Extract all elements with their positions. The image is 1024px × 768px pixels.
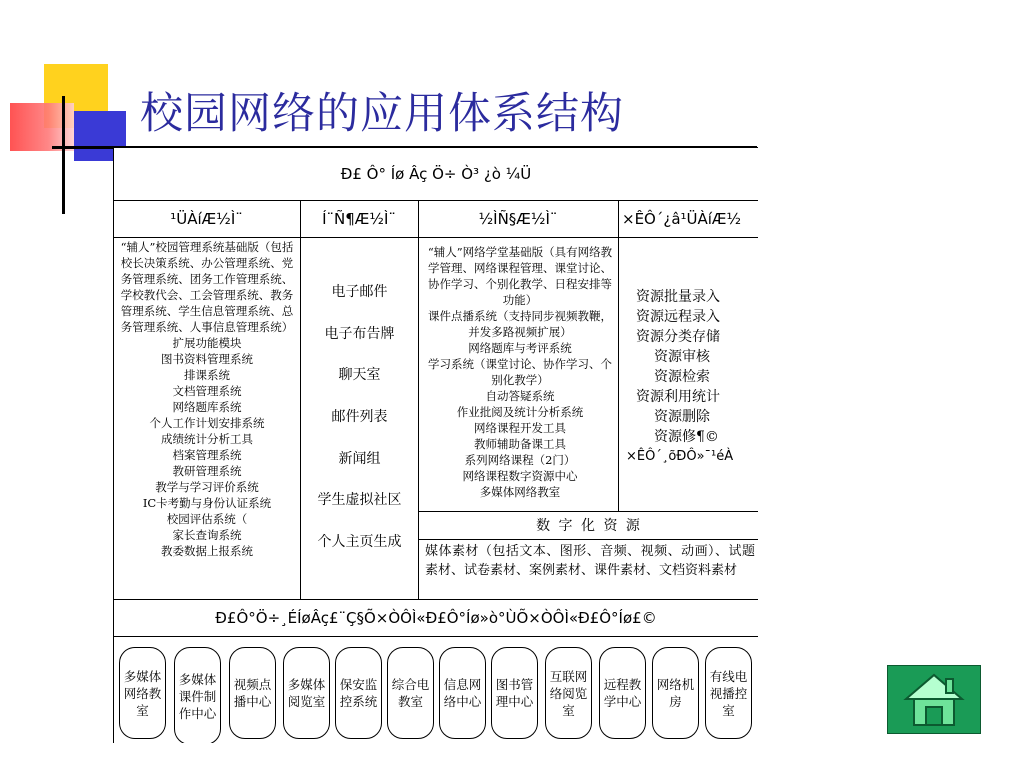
column-header-communication: Í¨Ñ¶Æ½Ì¨ bbox=[322, 210, 396, 228]
divider bbox=[418, 200, 419, 238]
column-header-teaching: ½ÌÑ§Æ½Ì¨ bbox=[478, 210, 558, 228]
architecture-diagram bbox=[113, 147, 758, 743]
home-button[interactable] bbox=[887, 665, 981, 734]
facility-multimedia-classroom: 多媒体网络教室 bbox=[119, 647, 166, 739]
facility-distance-learning-center: 远程教学中心 bbox=[599, 647, 646, 739]
list-item: 课件点播系统（支持同步视频教鞭，并发多路视频扩展） bbox=[428, 309, 612, 339]
column-header-management: ¹ÜÀíÆ½Ì¨ bbox=[170, 210, 243, 228]
divider bbox=[418, 237, 419, 600]
list-item: “辅人”校园管理系统基础版（包括校长决策系统、办公管理系统、党务管理系统、团务工作管理系统、学校教代会、工会管理系统、教务管理系统、学生信息管理系统、总务管理系统、人事信息管理系统） bbox=[120, 240, 294, 334]
digital-resource-description: 媒体素材（包括文本、图形、音频、视频、动画）、试题素材、试卷素材、案例素材、课件素材、文档资料素材 bbox=[425, 544, 755, 578]
facility-courseware-center: 多媒体课件制作中心 bbox=[174, 647, 221, 743]
list-item: 个人工作计划安排系统 bbox=[149, 416, 265, 430]
home-icon bbox=[902, 671, 966, 729]
digital-resource-title: 数 字 化 资 源 bbox=[536, 517, 642, 534]
top-header-box: Ð£ Ô° Íø Âç Ö÷ Ò³ ¿ò ¼Ü bbox=[113, 147, 758, 201]
facility-network-server-room: 网络机房 bbox=[652, 647, 699, 739]
communication-list bbox=[301, 282, 418, 552]
facility-network-center: 信息网络中心 bbox=[439, 647, 486, 739]
list-item: “辅人”网络学堂基础版（具有网络教学管理、网络课程管理、课堂讨论、协作学习、个别化教学、日程安排等功能） bbox=[427, 245, 613, 307]
teaching-system-list bbox=[425, 244, 615, 508]
divider bbox=[618, 200, 619, 238]
management-system-list bbox=[117, 239, 297, 597]
list-item: 图书资料管理系统 bbox=[161, 352, 253, 366]
facility-cable-tv-control-room: 有线电视播控室 bbox=[705, 647, 752, 739]
facility-library-center: 图书管理中心 bbox=[491, 647, 538, 739]
list-item: 家长查询系统 bbox=[172, 528, 242, 542]
list-item: 扩展功能模块 bbox=[172, 336, 242, 350]
list-item: 学生虚拟社区 bbox=[317, 492, 402, 509]
divider bbox=[618, 237, 619, 511]
backbone-network-box: Ð£Ô°Ö÷¸ÉÍøÂç£¨Ç§Õ×ÒÔÌ«Ð£Ô°Íø»ò°ÙÕ×ÒÔÌ«Ð£Ô°Íø£© bbox=[113, 599, 758, 637]
facility-internet-reading-room: 互联网络阅览室 bbox=[545, 647, 592, 739]
facility-vod-center: 视频点播中心 bbox=[229, 647, 276, 739]
list-item: 文档管理系统 bbox=[172, 384, 242, 398]
list-item: 资源修¶© bbox=[654, 429, 719, 445]
list-item: 教师辅助备课工具 bbox=[474, 437, 566, 451]
list-item: 教研管理系统 bbox=[172, 464, 242, 478]
list-item: 自动答疑系统 bbox=[485, 389, 555, 403]
list-item: 资源分类存储 bbox=[636, 329, 720, 345]
list-item: 资源删除 bbox=[654, 409, 710, 425]
page-title: 校园网络的应用体系结构 bbox=[140, 89, 624, 139]
list-item: 作业批阅及统计分析系统 bbox=[456, 405, 584, 419]
facility-security-monitoring: 保安监控系统 bbox=[335, 647, 382, 739]
decoration-vertical-rule bbox=[62, 96, 65, 214]
list-item: 网络题库系统 bbox=[172, 400, 242, 414]
resource-management-list bbox=[622, 287, 758, 477]
list-item: 排课系统 bbox=[184, 368, 230, 382]
facility-av-classroom: 综合电教室 bbox=[387, 647, 434, 739]
list-item: 新闻组 bbox=[338, 450, 381, 467]
list-item: 系列网络课程（2门） bbox=[464, 453, 576, 467]
list-item: IC卡考勤与身份认证系统 bbox=[142, 496, 272, 510]
list-item: 电子布告牌 bbox=[324, 325, 395, 342]
list-item: 资源批量录入 bbox=[636, 289, 720, 305]
list-item: 教委数据上报系统 bbox=[161, 544, 253, 558]
list-item: 资源检索 bbox=[654, 369, 710, 385]
list-item: 资源远程录入 bbox=[636, 309, 720, 325]
list-item: 网络课程开发工具 bbox=[474, 421, 566, 435]
list-item: ×ÊÔ´¸õÐÔ»¯¹éÀ bbox=[626, 449, 734, 464]
list-item: 网络题库与考评系统 bbox=[468, 341, 572, 355]
list-item: 资源利用统计 bbox=[636, 389, 720, 405]
list-item: 多媒体网络教室 bbox=[479, 485, 561, 499]
list-item: 聊天室 bbox=[338, 367, 381, 384]
list-item: 个人主页生成 bbox=[317, 533, 402, 550]
divider bbox=[418, 539, 758, 540]
list-item: 教学与学习评价系统 bbox=[155, 480, 259, 494]
column-header-resource: ×ÊÔ´¿â¹ÜÀíÆ½ bbox=[622, 210, 742, 228]
facility-multimedia-reading-room: 多媒体阅览室 bbox=[283, 647, 330, 739]
list-item: 学习系统（课堂讨论、协作学习、个别化教学） bbox=[428, 357, 612, 387]
list-item: 档案管理系统 bbox=[172, 448, 242, 462]
list-item: 成绩统计分析工具 bbox=[161, 432, 253, 446]
list-item: 邮件列表 bbox=[331, 408, 388, 425]
divider bbox=[300, 200, 301, 238]
list-item: 校园评估系统（ bbox=[166, 512, 248, 526]
list-item: 网络课程数字资源中心 bbox=[462, 469, 578, 483]
list-item: 电子邮件 bbox=[331, 284, 388, 300]
list-item: 资源审核 bbox=[654, 349, 710, 365]
